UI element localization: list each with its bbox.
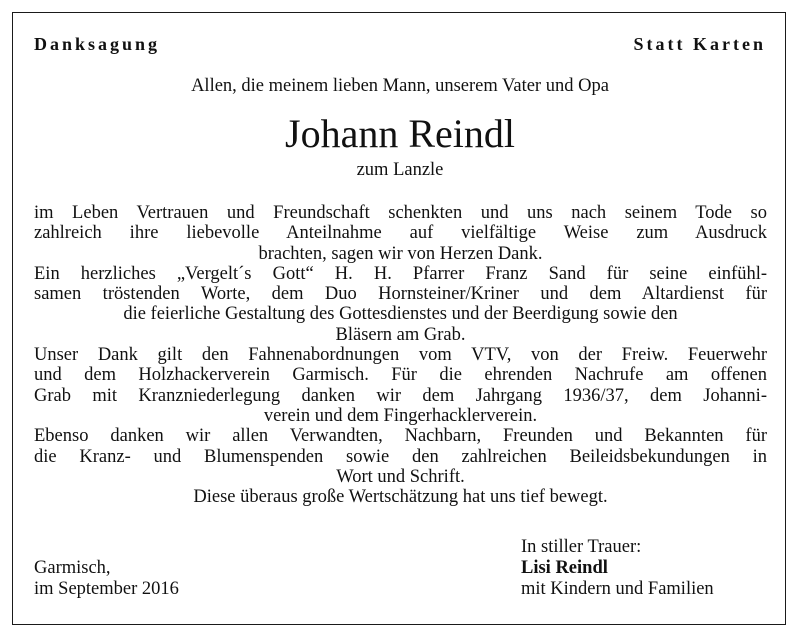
date-text: im September 2016 [34, 579, 179, 599]
signer-name: Lisi Reindl [521, 558, 608, 578]
body-line: zahlreich ihre liebevolle Anteilnahme auf vielfältige Weise zum Ausdruck [34, 223, 767, 244]
place-date-block [34, 558, 179, 600]
notice-header [34, 34, 766, 60]
body-line: Ein herzliches „Vergelt´s Gott“ H. H. Pfarrer Franz Sand für seine einfühl- [34, 263, 767, 284]
body-line: die feierliche Gestaltung des Gottesdienstes und der Beerdigung sowie den [123, 304, 678, 325]
thanks-body [34, 203, 767, 507]
place-text: Garmisch, [34, 558, 111, 578]
mourning-label: In stiller Trauer: [521, 537, 642, 557]
body-line: Wort und Schrift. [336, 466, 465, 487]
body-line: Ebenso danken wir allen Verwandten, Nachbarn, Freunden und Bekannten für [34, 426, 767, 447]
body-line: die Kranz- und Blumenspenden sowie den zahlreichen Beileidsbekundungen in [34, 446, 767, 467]
deceased-name: Johann Reindl [285, 111, 515, 156]
body-line: brachten, sagen wir von Herzen Dank. [258, 243, 543, 264]
header-thanks-label: Danksagung [34, 34, 161, 54]
body-line: Bläsern am Grab. [335, 324, 466, 345]
body-line: verein und dem Fingerhacklerverein. [263, 405, 538, 426]
body-line: im Leben Vertrauen und Freundschaft schenkten und uns nach seinem Tode so [34, 203, 767, 223]
body-line: Grab mit Kranzniederlegung danken wir dem Jahrgang 1936/37, dem Johanni- [34, 385, 767, 406]
intro-text: Allen, die meinem lieben Mann, unserem Vater und Opa [191, 76, 609, 96]
family-text: mit Kindern und Familien [521, 579, 714, 599]
header-instead-of-cards-label: Statt Karten [633, 34, 766, 54]
deceased-nickname: zum Lanzle [356, 160, 444, 180]
mourners-block [521, 537, 714, 600]
body-line: Diese überaus große Wertschätzung hat uns tief bewegt. [193, 487, 608, 508]
body-line: und dem Holzhackerverein Garmisch. Für die ehrenden Nachrufe am offenen [34, 365, 767, 386]
body-line: Unser Dank gilt den Fahnenabordnungen vom VTV, von der Freiw. Feuerwehr [34, 345, 767, 366]
body-line: samen tröstenden Worte, dem Duo Hornsteiner/Kriner und dem Altardienst für [34, 284, 767, 305]
